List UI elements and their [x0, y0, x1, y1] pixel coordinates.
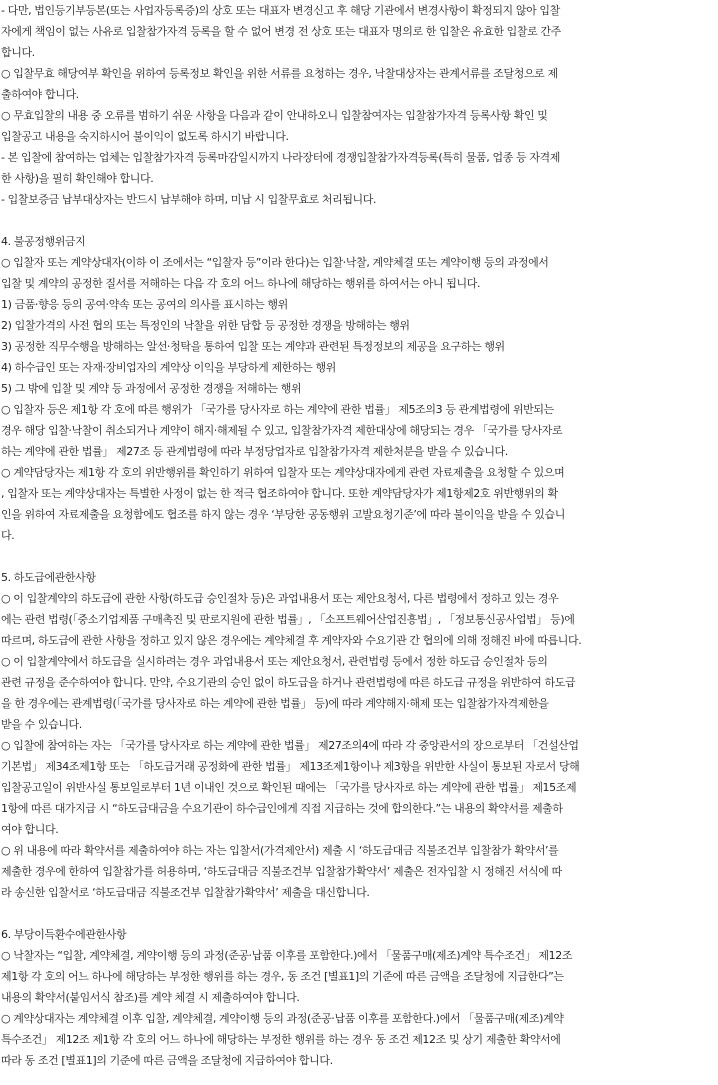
- text-line: 입찰공고일이 위반사실 통보일로부터 1년 이내인 것으로 확인된 때에는 「국가를 당사자로 하는 계약에 관한 법률」 제15조제: [1, 781, 577, 794]
- text-line: 5) 그 밖에 입찰 및 계약 등 과정에서 공정한 경쟁을 저해하는 행위: [1, 382, 302, 395]
- text-line: 을 한 경우에는 관계법령(「국가를 당사자로 하는 계약에 관한 법률」 등)에 따라 계약해지⋅해제 또는 입찰참가자격제한을: [1, 697, 549, 710]
- text-line: 따르며, 하도급에 관한 사항을 정하고 있지 않은 경우에는 계약체결 후 계약자와 수요기관 간 협의에 의해 정해진 바에 따릅니다.: [1, 634, 582, 647]
- text-line: 따라 동 조건 [별표1]의 기준에 따른 금액을 조달청에 지급하여야 합니다.: [1, 1054, 333, 1067]
- text-line: ○ 낙찰자는 “입찰, 계약체결, 계약이행 등의 과정(준공⋅납품 이후를 포함한다.)에서 「물품구매(제조)계약 특수조건」 제12조: [1, 949, 573, 962]
- text-line: ○ 위 내용에 따라 확약서를 제출하여야 하는 자는 입찰서(가격제안서) 제출 시 ‘하도급대금 직불조건부 입찰참가 확약서’를: [1, 844, 559, 857]
- text-line: 합니다.: [1, 46, 35, 59]
- text-line: 6. 부당이득환수에관한사항: [1, 928, 127, 941]
- text-line: 자에게 책임이 없는 사유로 입찰참가자격 등록을 할 수 없어 변경 전 상호 또는 대표자 명의로 한 입찰은 유효한 입찰로 간주: [1, 25, 561, 38]
- text-line: ○ 계약상대자는 계약체결 이후 입찰, 계약체결, 계약이행 등의 과정(준공⋅납품 이후를 포함한다.)에서 「물품구매(제조)계약: [1, 1012, 564, 1025]
- text-line: 2) 입찰가격의 사전 협의 또는 특정인의 낙찰을 위한 담합 등 공정한 경쟁을 방해하는 행위: [1, 319, 410, 332]
- text-line: - 본 입찰에 참여하는 업체는 입찰참가자격 등록마감일시까지 나라장터에 경쟁입찰참가자격등록(특히 물품, 업종 등 자격제: [1, 151, 561, 164]
- text-line: 입찰공고 내용을 숙지하시어 불이익이 없도록 하시기 바랍니다.: [1, 130, 289, 143]
- text-line: 1) 금품⋅향응 등의 공여⋅약속 또는 공여의 의사를 표시하는 행위: [1, 298, 288, 311]
- text-line: ○ 입찰에 참여하는 자는 「국가를 당사자로 하는 계약에 관한 법률」 제27조의4에 따라 각 중앙관서의 장으로부터 「건설산업: [1, 739, 579, 752]
- text-line: ○ 계약담당자는 제1항 각 호의 위반행위를 확인하기 위하여 입찰자 또는 계약상대자에게 관련 자료제출을 요청할 수 있으며: [1, 466, 565, 479]
- text-line: 받을 수 있습니다.: [1, 718, 82, 731]
- text-line: 기본법」 제34조제1항 또는 「하도급거래 공정화에 관한 법률」 제13조제1항이나 제3항을 위반한 사실이 통보된 자로서 당해: [1, 760, 580, 773]
- text-line: 라 송신한 입찰서로 ‘하도급대금 직불조건부 입찰참가확약서’ 제출을 대신합니다.: [1, 886, 370, 899]
- text-line: ○ 입찰자 등은 제1항 각 호에 따른 행위가 「국가를 당사자로 하는 계약에 관한 법률」 제5조의3 등 관계법령에 위반되는: [1, 403, 554, 416]
- text-line: 출하여야 합니다.: [1, 88, 79, 101]
- text-line: 제1항 각 호의 어느 하나에 해당하는 부정한 행위를 하는 경우, 동 조건 [별표1]의 기준에 따른 금액을 조달청에 지급한다”는: [1, 970, 564, 983]
- text-line: ○ 이 입찰계약에서 하도급을 실시하려는 경우 과업내용서 또는 제안요청서, 관련법령 등에서 정한 하도급 승인절차 등의: [1, 655, 548, 668]
- text-line: 에는 관련 법령(「중소기업제품 구매촉진 및 판로지원에 관한 법률」, 「소프트웨어산업진흥법」, 「정보통신공사업법」 등)에: [1, 613, 575, 626]
- text-line: 1항에 따른 대가지급 시 “하도급대금을 수요기관이 하수급인에게 직접 지급하는 것에 합의한다.”는 내용의 확약서를 제출하: [1, 802, 563, 815]
- text-line: 5. 하도급에관한사항: [1, 571, 96, 584]
- text-line: 여야 합니다.: [1, 823, 59, 836]
- text-line: 입찰 및 계약의 공정한 질서를 저해하는 다음 각 호의 어느 하나에 해당하는 행위를 하여서는 아니 됩니다.: [1, 277, 481, 290]
- text-line: 내용의 확약서(붙임서식 참조)를 계약 체결 시 제출하여야 합니다.: [1, 991, 300, 1004]
- text-line: - 입찰보증금 납부대상자는 반드시 납부해야 하며, 미납 시 입찰무효로 처리됩니다.: [1, 193, 377, 206]
- text-line: 한 사항)을 필히 확인해야 합니다.: [1, 172, 154, 185]
- text-line: 4. 불공정행위금지: [1, 235, 86, 248]
- text-line: 다.: [1, 529, 15, 542]
- text-line: 관련 규정을 준수하여야 합니다. 만약, 수요기관의 승인 없이 하도급을 하거나 관련법령에 따른 하도급 규정을 위반하여 하도급: [1, 676, 576, 689]
- text-line: 특수조건」 제12조 제1항 각 호의 어느 하나에 해당하는 부정한 행위를 하는 경우 동 조건 제12조 및 상기 제출한 확약서에: [1, 1033, 561, 1046]
- text-line: 제출한 경우에 한하여 입찰참가를 허용하며, ‘하도급대금 직불조건부 입찰참가확약서’ 제출은 전자입찰 시 정해진 서식에 따: [1, 865, 562, 878]
- text-line: ○ 입찰자 또는 계약상대자(이하 이 조에서는 “입찰자 등”이라 한다)는 입찰⋅낙찰, 계약체결 또는 계약이행 등의 과정에서: [1, 256, 549, 269]
- text-line: , 입찰자 또는 계약상대자는 특별한 사정이 없는 한 적극 협조하여야 합니다. 또한 계약담당자가 제1항제2호 위반행위의 확: [1, 487, 558, 500]
- blank-line: [1, 903, 717, 924]
- text-line: 인을 위하여 자료제출을 요청함에도 협조를 하지 않는 경우 ‘부당한 공동행위 고발요청기준’에 따라 불이익을 받을 수 있습니: [1, 508, 565, 521]
- blank-line: [1, 210, 717, 231]
- text-line: ○ 무효입찰의 내용 중 오류를 범하기 쉬운 사항을 다음과 같이 안내하오니 입찰참여자는 입찰참가자격 등록사항 확인 및: [1, 109, 548, 122]
- text-line: 3) 공정한 직무수행을 방해하는 알선⋅청탁을 통하여 입찰 또는 계약과 관련된 특정정보의 제공을 요구하는 행위: [1, 340, 505, 353]
- text-line: ○ 이 입찰계약의 하도급에 관한 사항(하도급 승인절차 등)은 과업내용서 또는 제안요청서, 다른 법령에서 정하고 있는 경우: [1, 592, 559, 605]
- text-line: - 다만, 법인등기부등본(또는 사업자등록증)의 상호 또는 대표자 변경신고 후 해당 기관에서 변경사항이 확정되지 않아 입찰: [1, 4, 560, 17]
- text-line: ○ 입찰무효 해당여부 확인을 위하여 등록정보 확인을 위한 서류를 요청하는 경우, 낙찰대상자는 관계서류를 조달청으로 제: [1, 67, 558, 80]
- text-line: 4) 하수급인 또는 자재⋅장비업자의 계약상 이익을 부당하게 제한하는 행위: [1, 361, 336, 374]
- blank-line: [1, 546, 717, 567]
- text-line: 하는 계약에 관한 법률」 제27조 등 관계법령에 따라 부정당업자로 입찰참가자격 제한처분을 받을 수 있습니다.: [1, 445, 508, 458]
- text-line: 경우 해당 입찰⋅낙찰이 취소되거나 계약이 해지⋅해제될 수 있고, 입찰참가자격 제한대상에 해당되는 경우 「국가를 당사자로: [1, 424, 563, 437]
